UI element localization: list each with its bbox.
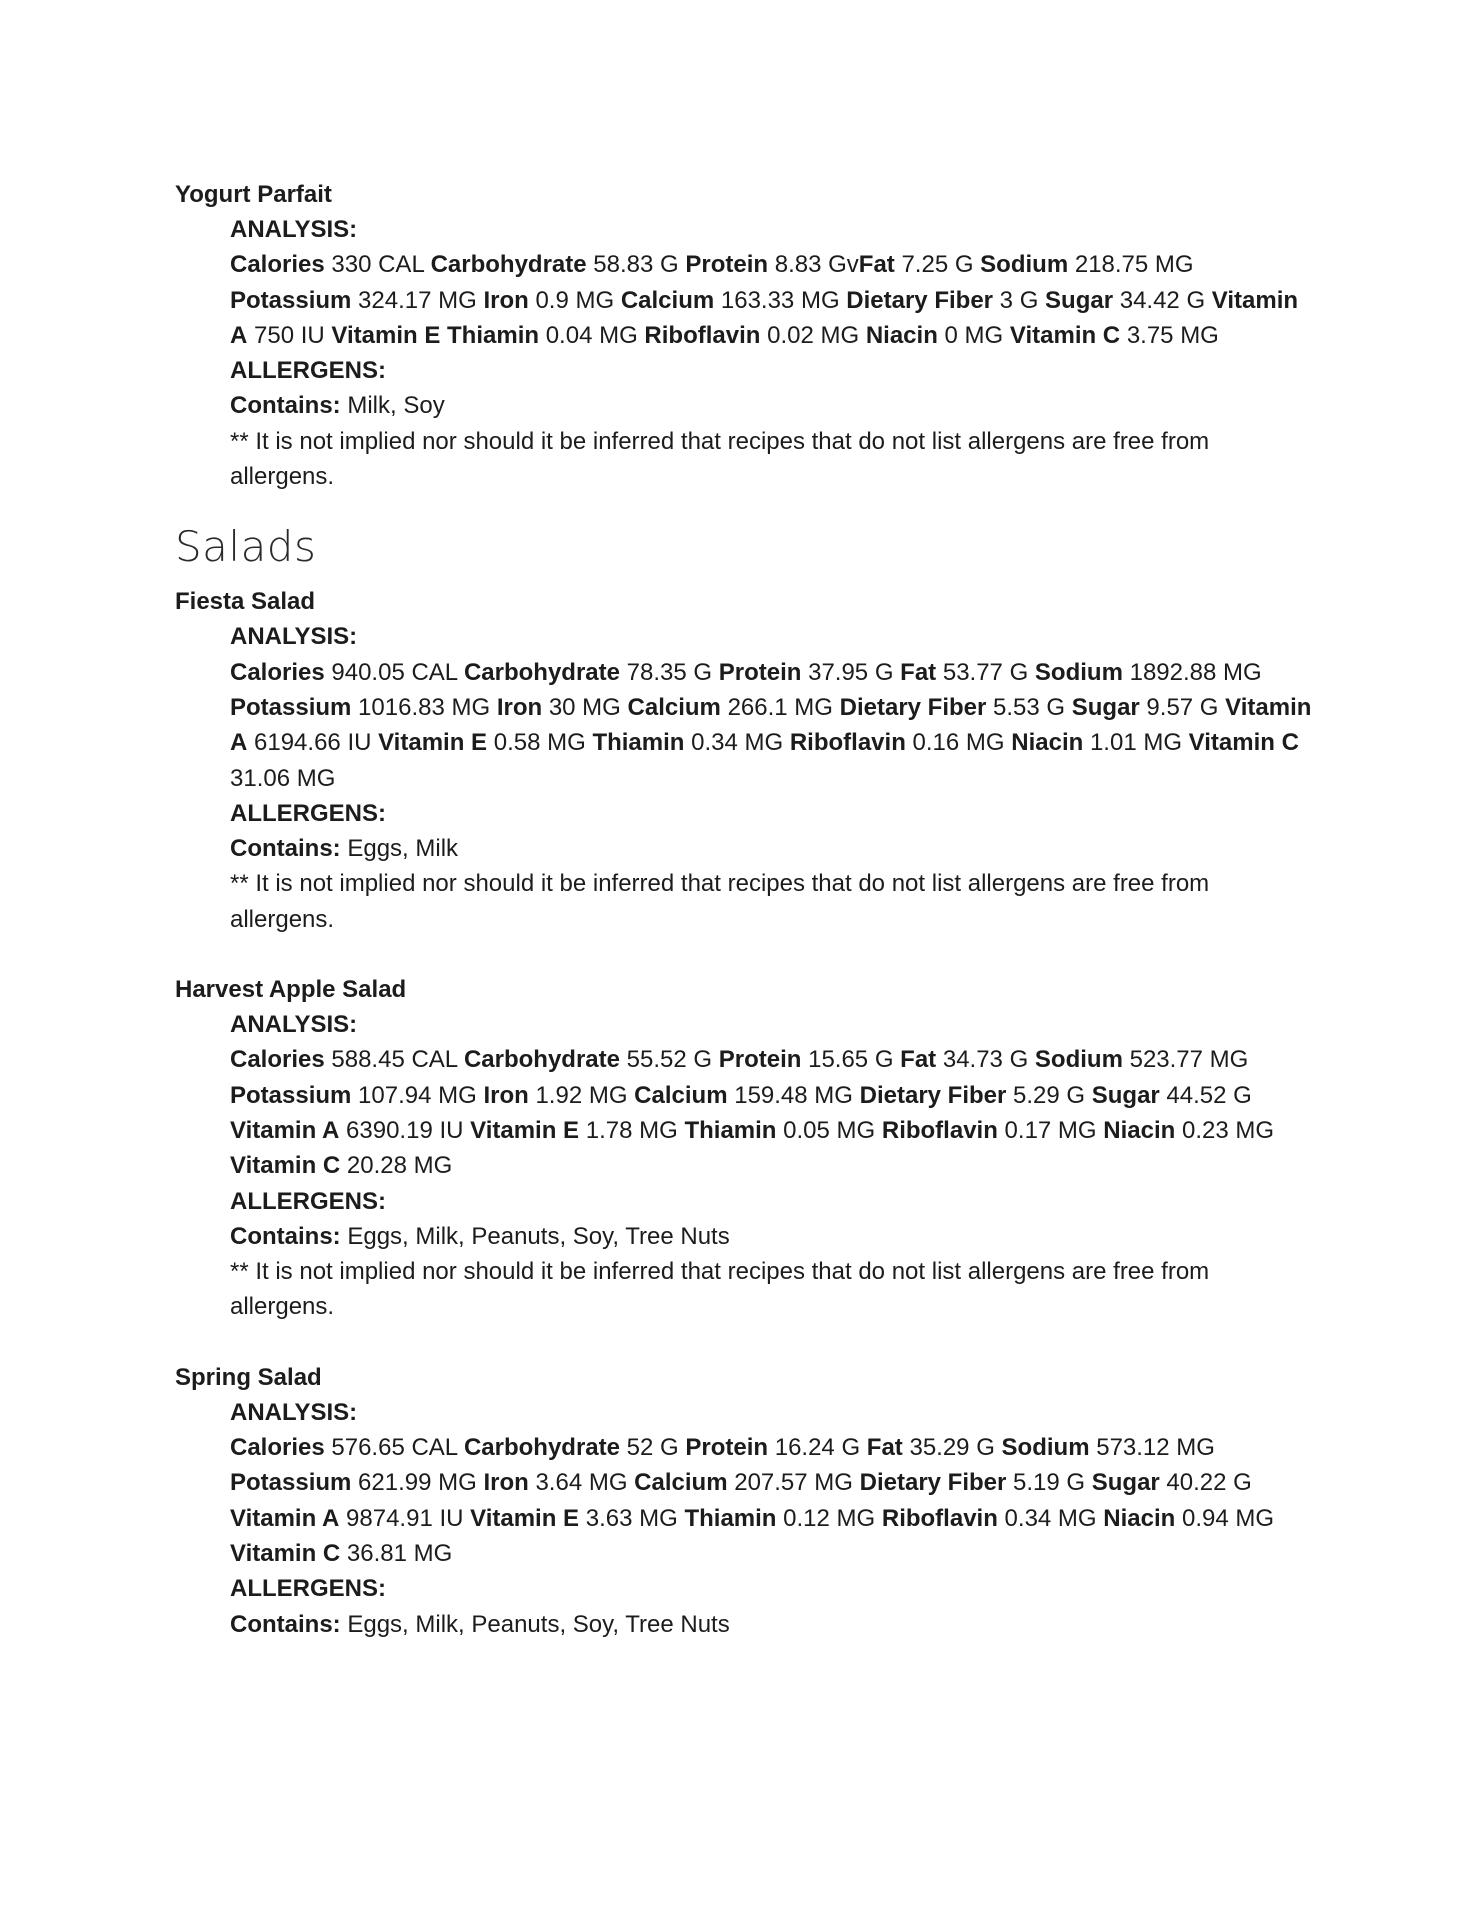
- nutrient-label: Protein: [718, 1046, 802, 1074]
- nutrient-value: 5.53 G: [993, 693, 1066, 721]
- nutrient-value: 324.17 MG: [358, 286, 477, 314]
- nutrient-label: Vitamin C: [1009, 321, 1121, 349]
- nutrient-label: Thiamin: [592, 729, 685, 757]
- nutrient-label: Dietary Fiber: [859, 1469, 1007, 1497]
- nutrient-label: Carbohydrate: [463, 658, 620, 686]
- nutrient-label: Potassium: [230, 1469, 352, 1497]
- nutrient-value: 40.22 G: [1166, 1469, 1252, 1497]
- nutrient-value: 0.12 MG: [783, 1504, 876, 1532]
- nutrient-value: 576.65 CAL: [331, 1434, 458, 1462]
- allergens-label: ALLERGENS:: [230, 799, 386, 827]
- analysis-label: ANALYSIS:: [230, 1398, 358, 1426]
- recipe-title: Spring Salad: [175, 1363, 322, 1391]
- spacer: [175, 937, 1315, 972]
- nutrient-value: 34.73 G: [942, 1046, 1029, 1074]
- nutrient-label: Niacin: [1103, 1116, 1176, 1144]
- nutrient-label: Dietary Fiber: [839, 693, 987, 721]
- nutrient-value: 159.48 MG: [734, 1081, 853, 1109]
- nutrient-label: Vitamin E: [378, 729, 488, 757]
- nutrient-value: 0.9 MG: [535, 286, 615, 314]
- nutrient-label: Sugar: [1071, 693, 1140, 721]
- nutrient-value: 0.16 MG: [912, 729, 1005, 757]
- nutrient-label: Dietary Fiber: [846, 286, 993, 314]
- nutrient-value: 0.34 MG: [1004, 1504, 1097, 1532]
- nutrient-label: Vitamin C: [230, 1152, 341, 1180]
- nutrient-label: Sugar: [1091, 1469, 1160, 1497]
- nutrient-value: 163.33 MG: [720, 286, 840, 314]
- nutrient-label: Carbohydrate: [463, 1434, 620, 1462]
- nutrient-value: 588.45 CAL: [331, 1046, 458, 1074]
- nutrient-label: Calcium: [620, 286, 715, 314]
- nutrient-value: 0.23 MG: [1181, 1116, 1275, 1144]
- recipe-spring-salad: [175, 1360, 1315, 1642]
- nutrient-value: 37.95 G: [808, 658, 894, 686]
- contains-label: Contains:: [230, 835, 341, 863]
- nutrient-label: Calcium: [634, 1469, 728, 1497]
- nutrient-value: 0.94 MG: [1181, 1504, 1275, 1532]
- recipe-body: [230, 212, 1315, 494]
- nutrient-label: Vitamin C: [230, 1539, 341, 1567]
- nutrient-label: Sodium: [980, 251, 1069, 279]
- nutrient-label: Riboflavin: [789, 729, 906, 757]
- nutrition-facts: [230, 1042, 1315, 1183]
- nutrient-label: Niacin: [1011, 729, 1084, 757]
- analysis-label: ANALYSIS:: [230, 623, 358, 651]
- nutrient-value: 1.01 MG: [1089, 729, 1182, 757]
- nutrient-label: Iron: [483, 286, 529, 314]
- contains-label: Contains:: [230, 392, 341, 420]
- nutrient-value: 7.25 G: [901, 251, 974, 279]
- nutrient-value: 266.1 MG: [727, 693, 833, 721]
- contains-line: [230, 1607, 1315, 1642]
- nutrient-value: 5.29 G: [1013, 1081, 1086, 1109]
- allergen-disclaimer: ** It is not implied nor should it be inferred that recipes that do not list allergens are free from allergens.: [230, 427, 1210, 491]
- nutrient-value: 53.77 G: [942, 658, 1029, 686]
- nutrient-label: Vitamin A: [230, 693, 1312, 757]
- recipe-body: [230, 1007, 1315, 1325]
- nutrient-value: 15.65 G: [808, 1046, 894, 1074]
- nutrient-value: 52 G: [626, 1434, 679, 1462]
- nutrient-label: Potassium: [230, 286, 352, 314]
- nutrient-value: 621.99 MG: [358, 1469, 477, 1497]
- recipe-body: [230, 619, 1315, 937]
- nutrient-label: Sugar: [1091, 1081, 1160, 1109]
- nutrient-value: 31.06 MG: [230, 764, 336, 792]
- nutrient-label: Carbohydrate: [430, 251, 587, 279]
- nutrient-label: Riboflavin: [881, 1116, 998, 1144]
- nutrient-value: 6390.19 IU: [346, 1116, 464, 1144]
- nutrient-label: Sugar: [1045, 286, 1114, 314]
- nutrient-label: Protein: [685, 1434, 769, 1462]
- nutrient-value: 0 MG: [944, 321, 1004, 349]
- nutrient-label: Carbohydrate: [463, 1046, 620, 1074]
- recipe-title: Yogurt Parfait: [175, 181, 332, 208]
- nutrient-label: Vitamin A: [230, 1116, 340, 1144]
- nutrient-label: Vitamin E: [470, 1504, 580, 1532]
- nutrition-facts: [230, 247, 1315, 353]
- recipe-fiesta-salad: [175, 584, 1315, 937]
- contains-line: [230, 831, 1315, 866]
- contains-line: [230, 1219, 1315, 1254]
- nutrient-value: 30 MG: [548, 693, 621, 721]
- recipe-title: Fiesta Salad: [175, 588, 316, 616]
- allergen-disclaimer: ** It is not implied nor should it be inferred that recipes that do not list allergens are free from allergens.: [230, 1258, 1210, 1321]
- nutrient-label: Vitamin A: [230, 286, 1299, 349]
- allergens-label: ALLERGENS:: [230, 1187, 386, 1215]
- nutrient-label: Riboflavin: [881, 1504, 998, 1532]
- contains-value: Milk, Soy: [347, 392, 445, 420]
- nutrient-label: Calcium: [634, 1081, 728, 1109]
- allergens-label: ALLERGENS:: [230, 357, 386, 385]
- nutrient-value: 36.81 MG: [346, 1539, 453, 1567]
- document-page: [175, 177, 1315, 1642]
- nutrient-label: Fat: [866, 1434, 903, 1462]
- nutrient-value: 0.17 MG: [1004, 1116, 1097, 1144]
- nutrient-label: Iron: [483, 1469, 529, 1497]
- nutrient-value: 107.94 MG: [358, 1081, 477, 1109]
- nutrient-value: 20.28 MG: [346, 1152, 453, 1180]
- nutrient-label: Protein: [685, 251, 769, 279]
- contains-value: Eggs, Milk, Peanuts, Soy, Tree Nuts: [347, 1610, 730, 1638]
- nutrient-label: Fat: [900, 1046, 937, 1074]
- nutrient-label: Vitamin C: [1188, 729, 1299, 757]
- nutrient-label: Thiamin: [684, 1504, 777, 1532]
- nutrient-label: Iron: [496, 693, 543, 721]
- allergens-label: ALLERGENS:: [230, 1575, 386, 1603]
- analysis-label: ANALYSIS:: [230, 1011, 358, 1039]
- recipe-title: Harvest Apple Salad: [175, 976, 407, 1004]
- nutrient-value: 0.34 MG: [691, 729, 784, 757]
- nutrient-value: 3 G: [999, 286, 1039, 314]
- contains-label: Contains:: [230, 1610, 341, 1638]
- nutrient-label: Dietary Fiber: [859, 1081, 1007, 1109]
- nutrient-label: Sodium: [1034, 1046, 1123, 1074]
- contains-value: Eggs, Milk, Peanuts, Soy, Tree Nuts: [347, 1222, 730, 1250]
- nutrient-label: Calories: [230, 658, 325, 686]
- nutrient-value: 940.05 CAL: [331, 658, 458, 686]
- nutrient-value: 1.92 MG: [535, 1081, 628, 1109]
- analysis-label: ANALYSIS:: [230, 216, 358, 243]
- nutrient-value: 1016.83 MG: [358, 693, 491, 721]
- contains-value: Eggs, Milk: [347, 835, 459, 863]
- nutrient-label: Vitamin E: [331, 321, 441, 349]
- contains-line: [230, 388, 1315, 423]
- section-heading-salads: Salads: [175, 522, 317, 572]
- nutrient-label: Sodium: [1034, 658, 1123, 686]
- nutrient-label: Thiamin: [684, 1116, 777, 1144]
- nutrient-value: 750 IU: [254, 321, 325, 349]
- nutrient-value: 3.63 MG: [585, 1504, 678, 1532]
- recipe-body: [230, 1395, 1315, 1642]
- nutrient-value: 9.57 G: [1146, 693, 1219, 721]
- nutrient-value: 6194.66 IU: [254, 729, 372, 757]
- nutrient-label: Iron: [483, 1081, 529, 1109]
- nutrient-value: 3.64 MG: [535, 1469, 628, 1497]
- nutrient-value: 55.52 G: [626, 1046, 713, 1074]
- recipe-yogurt-parfait: [175, 177, 1315, 494]
- nutrient-value: 8.83 Gv: [774, 251, 859, 279]
- nutrient-value: 35.29 G: [909, 1434, 995, 1462]
- nutrient-value: 78.35 G: [626, 658, 713, 686]
- nutrient-label: Potassium: [230, 1081, 352, 1109]
- nutrition-facts: [230, 1430, 1315, 1571]
- nutrient-label: Riboflavin: [644, 321, 761, 349]
- nutrient-label: Calories: [230, 251, 325, 279]
- nutrient-value: 573.12 MG: [1096, 1434, 1215, 1462]
- nutrient-label: Fat: [900, 658, 937, 686]
- nutrient-value: 1.78 MG: [585, 1116, 678, 1144]
- nutrient-label: Vitamin E: [470, 1116, 580, 1144]
- spacer: [175, 1325, 1315, 1360]
- nutrient-value: 0.05 MG: [783, 1116, 876, 1144]
- nutrient-value: 0.02 MG: [767, 321, 860, 349]
- nutrient-value: 3.75 MG: [1126, 321, 1219, 349]
- nutrient-value: 16.24 G: [774, 1434, 861, 1462]
- nutrient-label: Protein: [718, 658, 802, 686]
- nutrient-label: Sodium: [1001, 1434, 1090, 1462]
- nutrient-label: Calcium: [627, 693, 721, 721]
- nutrient-value: 330 CAL: [331, 251, 424, 279]
- nutrient-value: 9874.91 IU: [346, 1504, 464, 1532]
- nutrient-value: 34.42 G: [1119, 286, 1206, 314]
- nutrient-label: Thiamin: [447, 321, 540, 349]
- nutrient-label: Niacin: [1103, 1504, 1176, 1532]
- nutrient-label: Vitamin A: [230, 1504, 340, 1532]
- nutrient-label: Potassium: [230, 693, 352, 721]
- nutrient-value: 0.58 MG: [493, 729, 586, 757]
- recipe-harvest-apple-salad: [175, 972, 1315, 1325]
- nutrient-value: 0.04 MG: [545, 321, 638, 349]
- nutrient-value: 44.52 G: [1166, 1081, 1252, 1109]
- nutrient-value: 58.83 G: [593, 251, 679, 279]
- nutrient-label: Fat: [858, 251, 895, 279]
- nutrient-value: 207.57 MG: [734, 1469, 853, 1497]
- nutrition-facts: [230, 655, 1315, 796]
- nutrient-label: Calories: [230, 1046, 325, 1074]
- allergen-disclaimer: ** It is not implied nor should it be inferred that recipes that do not list allergens are free from allergens.: [230, 870, 1210, 933]
- nutrient-label: Niacin: [865, 321, 938, 349]
- nutrient-value: 5.19 G: [1013, 1469, 1086, 1497]
- nutrient-value: 218.75 MG: [1074, 251, 1194, 279]
- contains-label: Contains:: [230, 1222, 341, 1250]
- nutrient-value: 523.77 MG: [1129, 1046, 1249, 1074]
- nutrient-label: Calories: [230, 1434, 325, 1462]
- nutrient-value: 1892.88 MG: [1129, 658, 1262, 686]
